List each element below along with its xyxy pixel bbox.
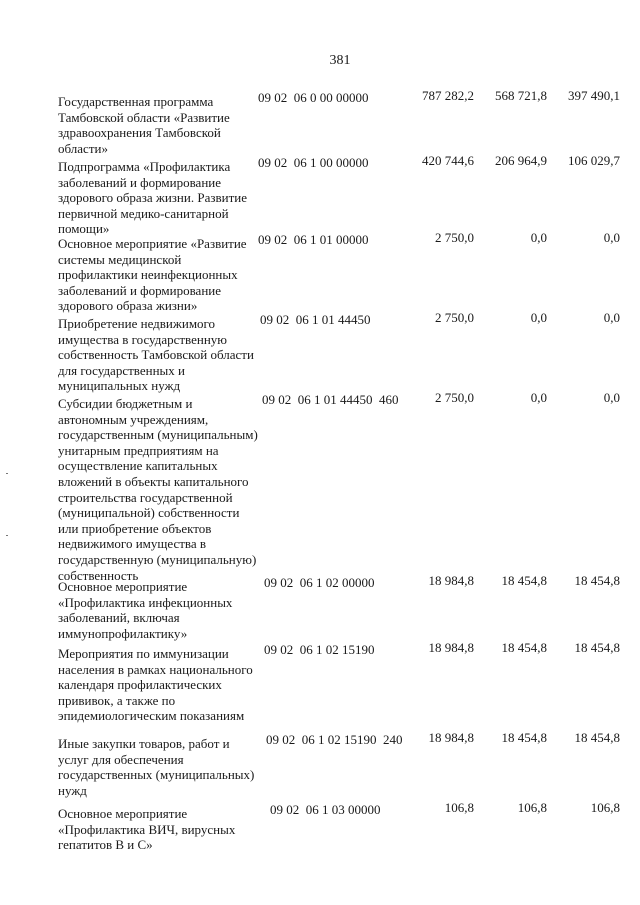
scan-mark — [6, 473, 8, 474]
row-name: Основное мероприятие «Развитие системы медицинской профилактики неинфекционных заболеваний и формирование здорового образа жизни» — [58, 236, 247, 314]
row-value-3: 0,0 — [603, 390, 620, 405]
row-value-2: 206 964,9 — [495, 153, 547, 168]
row-name: Приобретение недвижимого имущества в государственную собственность Тамбовской области для государственных и муниципальных нужд — [58, 316, 254, 394]
row-code: 09 02 06 1 01 44450 460 — [262, 392, 399, 407]
row-value-3: 18 454,8 — [574, 640, 620, 655]
row-code: 09 02 06 1 00 00000 — [258, 155, 369, 170]
row-name: Основное мероприятие «Профилактика ВИЧ, вирусных гепатитов B и C» — [58, 806, 236, 853]
row-value-3: 18 454,8 — [574, 573, 620, 588]
row-name: Подпрограмма «Профилактика заболеваний и формирование здорового образа жизни. Развитие первичной медико-санитарной помощи» — [58, 159, 247, 237]
row-value-2: 18 454,8 — [501, 640, 547, 655]
row-value-1: 2 750,0 — [435, 390, 474, 405]
row-code: 09 02 06 1 02 00000 — [264, 575, 375, 590]
row-name: Основное мероприятие «Профилактика инфекционных заболеваний, включая иммунопрофилактику» — [58, 579, 233, 641]
page-number: 381 — [329, 53, 351, 68]
row-value-2: 106,8 — [517, 800, 547, 815]
row-code: 09 02 06 1 02 15190 — [264, 642, 375, 657]
row-value-1: 2 750,0 — [435, 310, 474, 325]
row-name: Мероприятия по иммунизации населения в рамках национального календаря профилактических прививок, а также по эпидемиологическим показаниям — [58, 646, 253, 724]
row-value-3: 0,0 — [603, 230, 620, 245]
row-value-1: 106,8 — [444, 800, 474, 815]
scan-mark — [6, 535, 8, 536]
row-value-2: 0,0 — [530, 230, 547, 245]
row-value-2: 0,0 — [530, 310, 547, 325]
row-value-3: 0,0 — [603, 310, 620, 325]
row-code: 09 02 06 1 02 15190 240 — [266, 732, 403, 747]
row-value-1: 420 744,6 — [422, 153, 474, 168]
row-value-2: 18 454,8 — [501, 730, 547, 745]
row-code: 09 02 06 1 03 00000 — [270, 802, 381, 817]
row-code: 09 02 06 0 00 00000 — [258, 90, 369, 105]
row-value-2: 568 721,8 — [495, 88, 547, 103]
row-value-1: 18 984,8 — [428, 640, 474, 655]
row-name: Субсидии бюджетным и автономным учреждениям, государственным (муниципальным) унитарным предприятиям на осуществление капитальных вложений в объекты капитального строительства государственной (муниципальной) собственности или приобретение объектов недвижимого имущества в государственную (муниципальную) собственность — [58, 396, 258, 583]
row-value-1: 2 750,0 — [435, 230, 474, 245]
row-value-3: 106,8 — [590, 800, 620, 815]
row-value-1: 787 282,2 — [422, 88, 474, 103]
row-code: 09 02 06 1 01 00000 — [258, 232, 369, 247]
row-name: Государственная программа Тамбовской области «Развитие здравоохранения Тамбовской области» — [58, 94, 230, 156]
row-value-1: 18 984,8 — [428, 730, 474, 745]
row-value-3: 18 454,8 — [574, 730, 620, 745]
row-value-3: 106 029,7 — [568, 153, 620, 168]
row-value-3: 397 490,1 — [568, 88, 620, 103]
row-value-2: 0,0 — [530, 390, 547, 405]
row-code: 09 02 06 1 01 44450 — [260, 312, 371, 327]
row-value-1: 18 984,8 — [428, 573, 474, 588]
row-name: Иные закупки товаров, работ и услуг для обеспечения государственных (муниципальных) нужд — [58, 736, 255, 798]
row-value-2: 18 454,8 — [501, 573, 547, 588]
